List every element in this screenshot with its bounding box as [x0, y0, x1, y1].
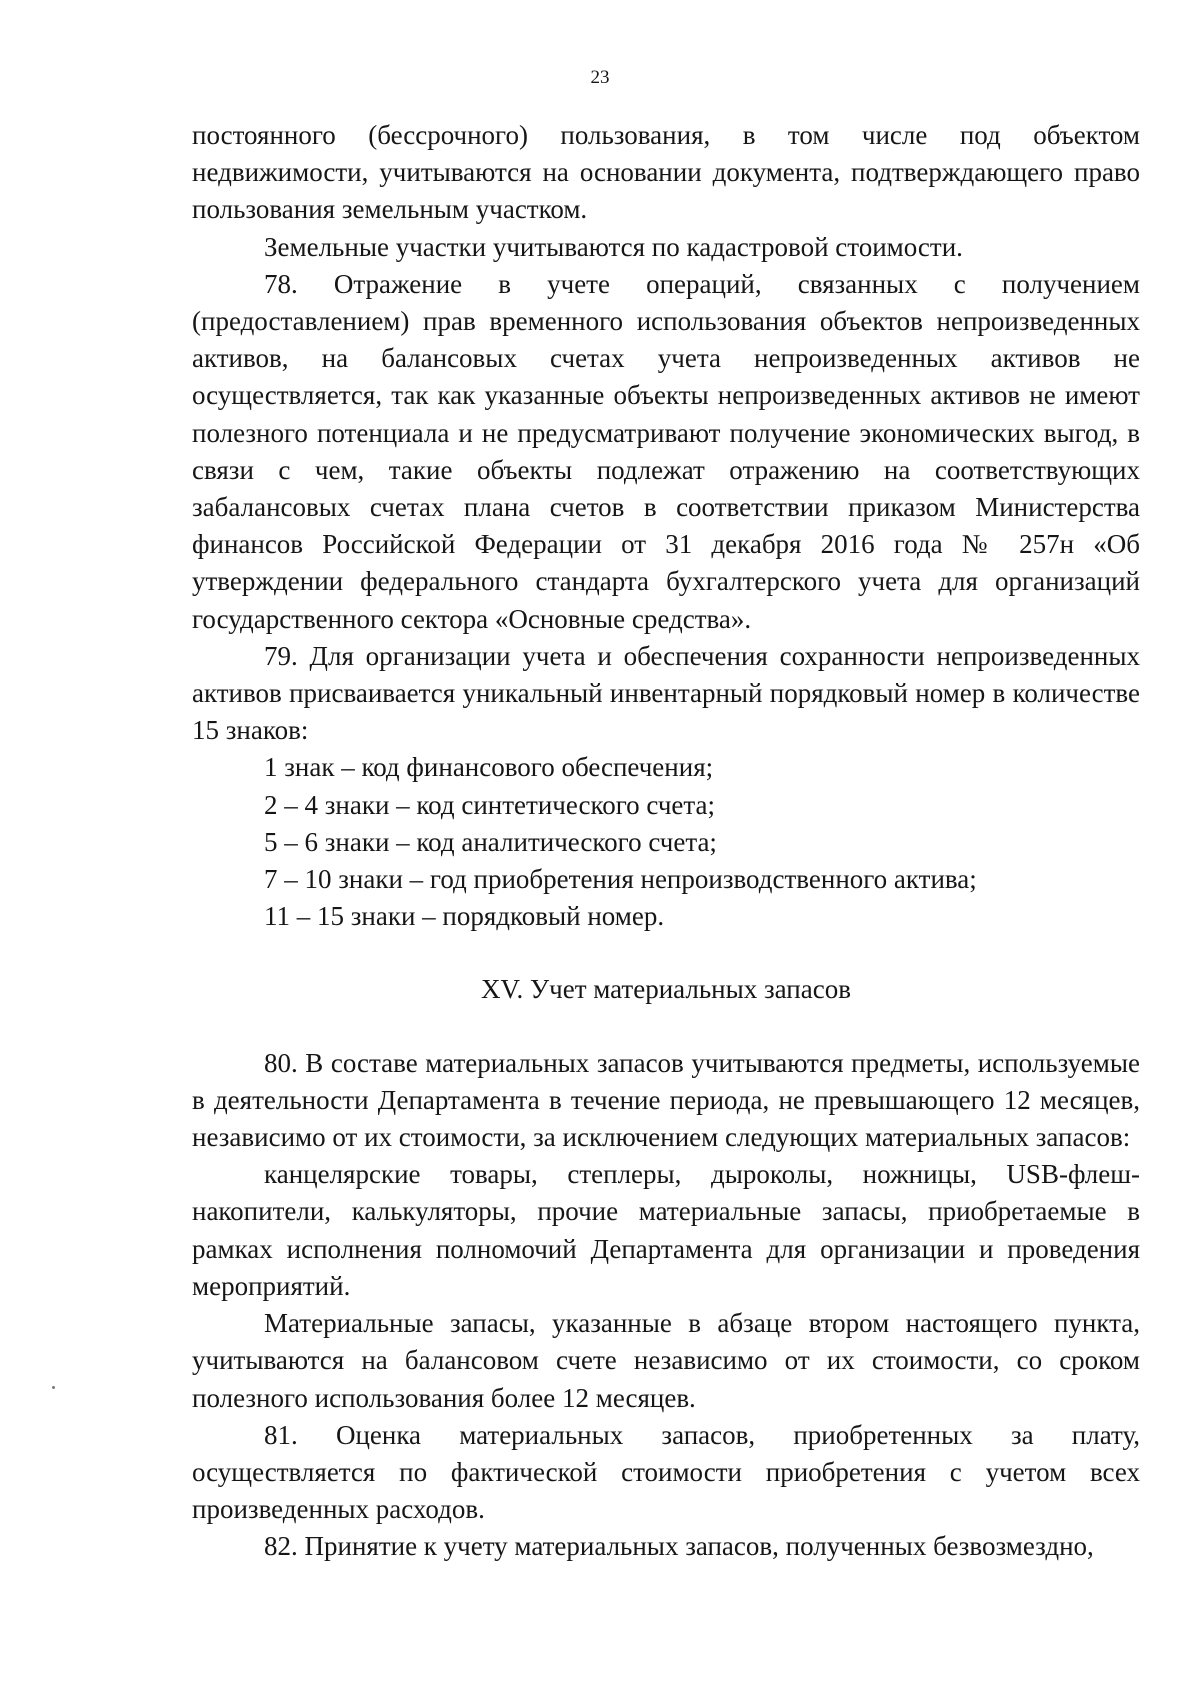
paragraph-item-80: 80. В составе материальных запасов учитываются предметы, используемые в деятельности Департамента в течение периода, не превышающего 12 месяцев, независимо от их стоимости, за исключением следующих материальных запасов:: [192, 1047, 1140, 1153]
inventory-number-list: [192, 749, 1140, 935]
paragraph-item-81: 81. Оценка материальных запасов, приобретенных за плату, осуществляется по фактической стоимости приобретения с учетом всех произведенных расходов.: [192, 1419, 1140, 1525]
paragraph-cadastral-value: Земельные участки учитываются по кадастровой стоимости.: [264, 231, 963, 262]
page-number: 23: [590, 67, 610, 88]
paragraph-item-79: 79. Для организации учета и обеспечения сохранности непроизведенных активов присваивается уникальный инвентарный порядковый номер в количестве 15 знаков:: [192, 640, 1140, 746]
list-item: 5 – 6 знаки – код аналитического счета;: [264, 826, 717, 857]
paragraph-land-use-right: постоянного (бессрочного) пользования, в том числе под объектом недвижимости, учитываются на основании документа, подтверждающего право пользования земельным участком.: [192, 120, 1140, 225]
list-item: 7 – 10 знаки – год приобретения непроизводственного актива;: [264, 864, 977, 895]
paragraph-item-82: 82. Принятие к учету материальных запасов, полученных безвозмездно,: [264, 1531, 1094, 1562]
paragraph-item-78: 78. Отражение в учете операций, связанных с получением (предоставлением) прав временного использования объектов непроизведенных активов, на балансовых счетах учета непроизведенных активов не осуществляется, так как указанные объекты непроизведенных активов не имеют полезного потенциала и не предусматривают получение экономических выгод, в связи с чем, такие объекты подлежат отражению на соответствующих забалансовых счетах плана счетов в соответствии приказом Министерства финансов Российской Федерации от 31 декабря 2016 года № 257н «Об утверждении федерального стандарта бухгалтерского учета для организаций государственного сектора «Основные средства».: [192, 268, 1140, 634]
scan-artifact-dot: [52, 1386, 55, 1389]
list-item: 2 – 4 знаки – код синтетического счета;: [264, 789, 716, 820]
list-item: 11 – 15 знаки – порядковый номер.: [264, 901, 665, 932]
document-body: [192, 117, 1140, 1566]
paragraph-exceptions: канцелярские товары, степлеры, дыроколы, ножницы, USB-флеш-накопители, калькуляторы, прочие материальные запасы, приобретаемые в рамках исполнения полномочий Департамента для организации и проведения мероприятий.: [192, 1159, 1140, 1301]
paragraph-balance-account: Материальные запасы, указанные в абзаце втором настоящего пункта, учитываются на балансовом счете независимо от их стоимости, со сроком полезного использования более 12 месяцев.: [192, 1308, 1140, 1413]
section-heading: XV. Учет материальных запасов: [481, 974, 851, 1005]
list-item: 1 знак – код финансового обеспечения;: [264, 752, 714, 783]
